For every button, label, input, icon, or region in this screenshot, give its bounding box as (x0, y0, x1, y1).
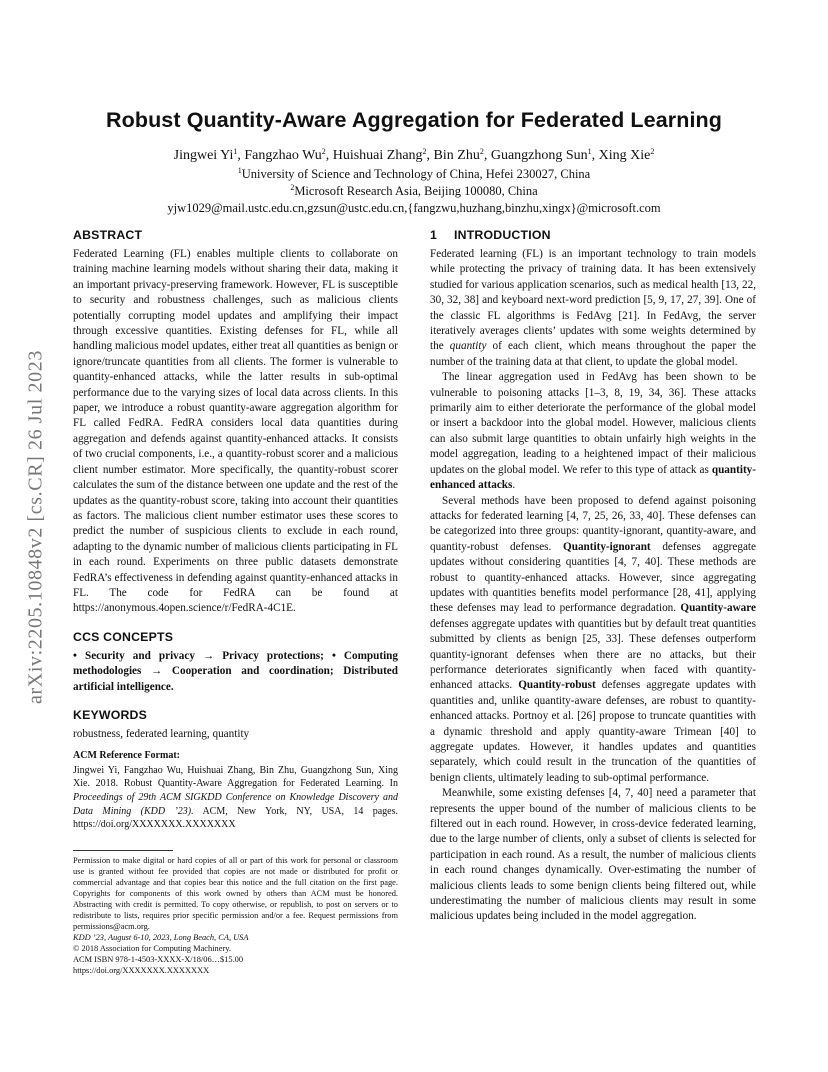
ccs-text: • Security and privacy → Privacy protections; • Computing methodologies → Cooperation and coordination; Distributed artificial intelligence. (73, 649, 398, 693)
author-name: , Bin Zhu (426, 148, 480, 163)
author-name: , Xing Xie (591, 148, 651, 163)
paper-title: Robust Quantity-Aware Aggregation for Federated Learning (105, 108, 723, 132)
author-name: , Fangzhao Wu (237, 148, 322, 163)
copyright-line: © 2018 Association for Computing Machinery. (73, 943, 231, 953)
author-name: , Guangzhong Sun (483, 148, 588, 163)
intro-paragraph-3: Several methods have been proposed to defend against poisoning attacks for federated learning [4, 7, 25, 26, 33, 40]. These defenses can be categorized into three groups: quantity-ignorant, quantity-aware, and quantity-robust defenses. Quantity-ignorant defenses aggregate updates without considering quantities [4, 7, 40]. These methods are robust to quantity-enhanced attacks. However, since aggregating updates with quantities benefits model performance [28, 41], applying these defenses may lead to performance degradation. Quantity-aware defenses aggregate updates with quantities but by default treat quantities submitted by clients as benign [25, 33]. These defenses outperform quantity-ignorant defenses when there are no attacks, but their performance deteriorates significantly when faced with quantity-enhanced attacks. Quantity-robust defenses aggregate updates with quantities and, unlike quantity-aware defenses, are robust to quantity-enhanced attacks. Portnoy et al. [26] propose to truncate quantities with a dynamic threshold and apply quantity-aware Trimean [40] to aggregate updates. However, it handles updates and quantities separately, which could result in the truncation of the quantities of benign clients, ultimately leading to sub-optimal performance. (430, 494, 756, 784)
affiliation-marker: 2 (479, 147, 484, 156)
introduction-heading: 1 INTRODUCTION (430, 228, 551, 242)
right-column (430, 227, 756, 925)
affiliation-2: $^2$Microsoft Research Asia, Beijing 100080, China (290, 183, 538, 198)
footnote-divider (73, 850, 173, 851)
keywords-heading: KEYWORDS (73, 707, 148, 722)
affiliation-1: $^1$University of Science and Technology of China, Hefei 230027, China (237, 166, 591, 181)
affiliation-marker: 2 (650, 147, 655, 156)
isbn-line: ACM ISBN 978-1-4503-XXXX-X/18/06…$15.00 (73, 954, 244, 964)
acm-reference-heading: ACM Reference Format: (73, 750, 180, 762)
permission-notice: Permission to make digital or hard copies of all or part of this work for personal or classroom use is granted without fee provided that copies are not made or distributed for profit or commercial advantage and that copies bear this notice and the full citation on the first page. Copyrights for components of this work owned by others than ACM must be honored. Abstracting with credit is permitted. To copy otherwise, or republish, to post on servers or to redistribute to lists, requires prior specific permission and/or a fee. Request permissions from permissions@acm.org. (73, 855, 398, 931)
acm-reference-text: Jingwei Yi, Fangzhao Wu, Huishuai Zhang, Bin Zhu, Guangzhong Sun, Xing Xie. 2018. Robust Quantity-Aware Aggregation for Federated Learning. In Proceedings of 29th ACM SIGKDD Conference on Knowledge Discovery and Data Mining (KDD ’23). ACM, New York, NY, USA, 14 pages. https://doi.org/XXXXXXX.XXXXXXX (73, 764, 398, 831)
affiliation-marker: 1 (587, 147, 592, 156)
intro-paragraph-2: The linear aggregation used in FedAvg has been shown to be vulnerable to poisoning attacks [1–3, 8, 19, 34, 36]. These attacks primarily aim to either deteriorate the performance of the global model or insert a backdoor into the global model. However, malicious clients can also submit large quantities to obtain unfairly high weights in the model aggregation, leading to a heightened impact of their malicious updates on the global model. We refer to this type of attack as quantity-enhanced attacks. (430, 371, 756, 492)
author-list (0, 148, 828, 164)
arxiv-stamp: arXiv:2205.10848v2 [cs.CR] 26 Jul 2023 (24, 350, 47, 704)
section-number: 1 (430, 228, 438, 242)
author-name: Jingwei Yi (173, 148, 234, 163)
keywords-text: robustness, federated learning, quantity (73, 727, 250, 740)
left-column (73, 227, 398, 976)
affiliation-marker: 1 (233, 147, 238, 156)
intro-paragraph-1: Federated learning (FL) is an important technology to train models while protecting the privacy of training data. It has been extensively studied for various application scenarios, such as medical health [13, 22, 30, 32, 38] and keyboard next-word prediction [5, 9, 17, 27, 39]. One of the classic FL algorithms is FedAvg [21]. In FedAvg, the server iteratively averages clients’ updates with some weights determined by the quantity of each client, which means throughout the paper the number of the training data at that client, to update the global model. (430, 248, 757, 368)
intro-paragraph-4: Meanwhile, some existing defenses [4, 7, 40] need a parameter that represents the upper bound of the number of malicious clients to be filtered out in each round. However, in cross-device federated learning, due to the large number of clients, only a subset of clients is selected for participation in each round. As a result, the number of malicious clients in each round changes dynamically. Over-estimating the number of malicious clients leads to some benign clients being filtered out, while underestimating the number of malicious clients may result in some malicious updates being included in the model aggregation. (430, 787, 756, 923)
doi-line: https://doi.org/XXXXXXX.XXXXXXX (73, 965, 210, 975)
affiliation-marker: 2 (422, 147, 427, 156)
abstract-heading: ABSTRACT (73, 228, 143, 242)
author-name: , Huishuai Zhang (325, 148, 423, 163)
author-emails: yjw1029@mail.ustc.edu.cn,gzsun@ustc.edu.cn,{fangzwu,huzhang,binzhu,xingx}@microsoft.com (167, 201, 661, 215)
abstract-text: Federated Learning (FL) enables multiple clients to collaborate on training machine learning models without sharing their data, making it an important privacy-preserving framework. However, FL is susceptible to security and robustness challenges, such as malicious clients potentially corrupting model updates and amplifying their impact through excessive quantities. Existing defenses for FL, while all handling malicious model updates, either treat all quantities as benign or ignore/truncate quantities from all clients. The former is vulnerable to quantity-enhanced attacks, while the latter results in sub-optimal performance due to the varying sizes of local data across clients. In this paper, we introduce a robust quantity-aware aggregation algorithm for FL called FedRA. FedRA considers local data quantities during aggregation and defends against quantity-enhanced attacks. It consists of two crucial components, i.e., a quantity-robust scorer and a malicious client number estimator. More specifically, the quantity-robust scorer calculates the sum of the distance between one update and the rest of the updates as the quantity-robust score, taking into account their quantities as factors. The malicious client number estimator uses these scores to predict the number of suspicious clients to exclude in each round, adapting to the dynamic number of malicious clients participating in FL in each round. Experiments on three public datasets demonstrate FedRA’s effectiveness in defending against quantity-enhanced attacks in FL. The code for FedRA can be found at https://anonymous.4open.science/r/FedRA-4C1E. (73, 248, 398, 615)
affiliation-marker: 2 (321, 147, 326, 156)
ccs-heading: CCS CONCEPTS (73, 629, 174, 644)
conference-line: KDD ’23, August 6-10, 2023, Long Beach, CA, USA (73, 932, 249, 942)
